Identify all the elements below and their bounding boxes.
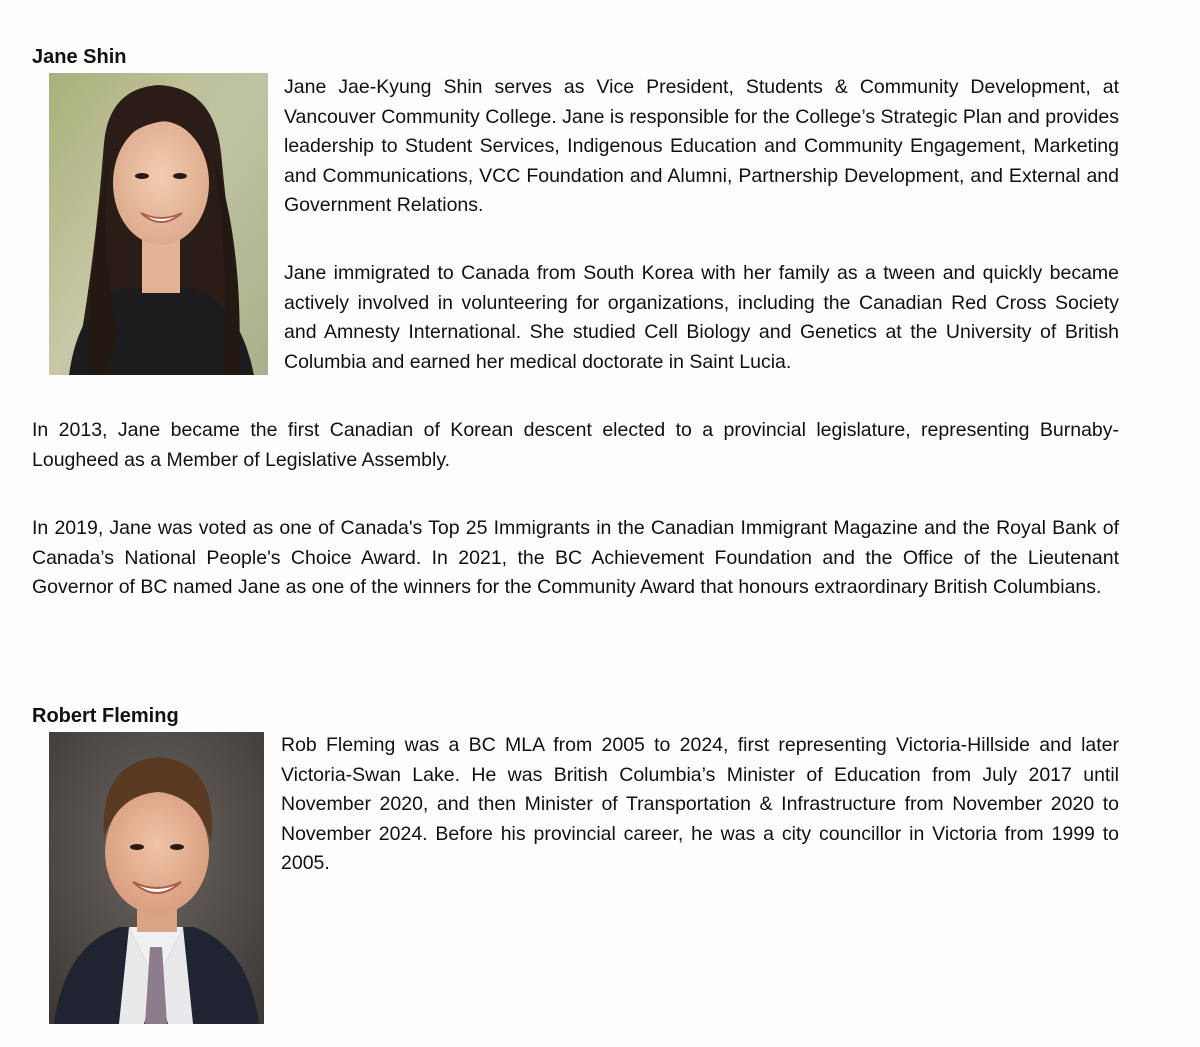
bio-paragraph: In 2013, Jane became the first Canadian of Korean descent elected to a provincial legislature, representing Burnaby-Lougheed as a Member of Legislative Assembly. <box>32 419 1119 471</box>
bio-paragraph: Jane immigrated to Canada from South Korea with her family as a tween and quickly became actively involved in volunteering for organizations, including the Canadian Red Cross Society and Amnesty International. She studied Cell Biology and Genetics at the University of British Columbia and earned her medical doctorate in Saint Lucia. <box>284 262 1119 373</box>
profile-name-jane-shin: Jane Shin <box>32 46 127 68</box>
bio-paragraph: In 2019, Jane was voted as one of Canada's Top 25 Immigrants in the Canadian Immigrant Magazine and the Royal Bank of Canada’s National People's Choice Award. In 2021, the BC Achievement Foundation and the Office of the Lieutenant Governor of BC named Jane as one of the winners for the Community Award that honours extraordinary British Columbians. <box>32 517 1119 599</box>
profile-name-robert-fleming: Robert Fleming <box>32 705 179 727</box>
portrait-photo-robert-fleming <box>49 732 264 1024</box>
portrait-image <box>49 732 264 1024</box>
bio-paragraph: Jane Jae-Kyung Shin serves as Vice President, Students & Community Development, at Vancouver Community College. Jane is responsible for the College’s Strategic Plan and provides leadership to Student Services, Indigenous Education and Community Engagement, Marketing and Communications, VCC Foundation and Alumni, Partnership Development, and External and Government Relations. <box>284 76 1119 217</box>
portrait-photo-jane-shin <box>49 73 268 375</box>
portrait-image <box>49 73 268 375</box>
bio-paragraph: Rob Fleming was a BC MLA from 2005 to 2024, first representing Victoria-Hillside and later Victoria-Swan Lake. He was British Columbia’s Minister of Education from July 2017 until November 2020, and then Minister of Transportation & Infrastructure from November 2020 to November 2024. Before his provincial career, he was a city councillor in Victoria from 1999 to 2005. <box>281 734 1119 875</box>
